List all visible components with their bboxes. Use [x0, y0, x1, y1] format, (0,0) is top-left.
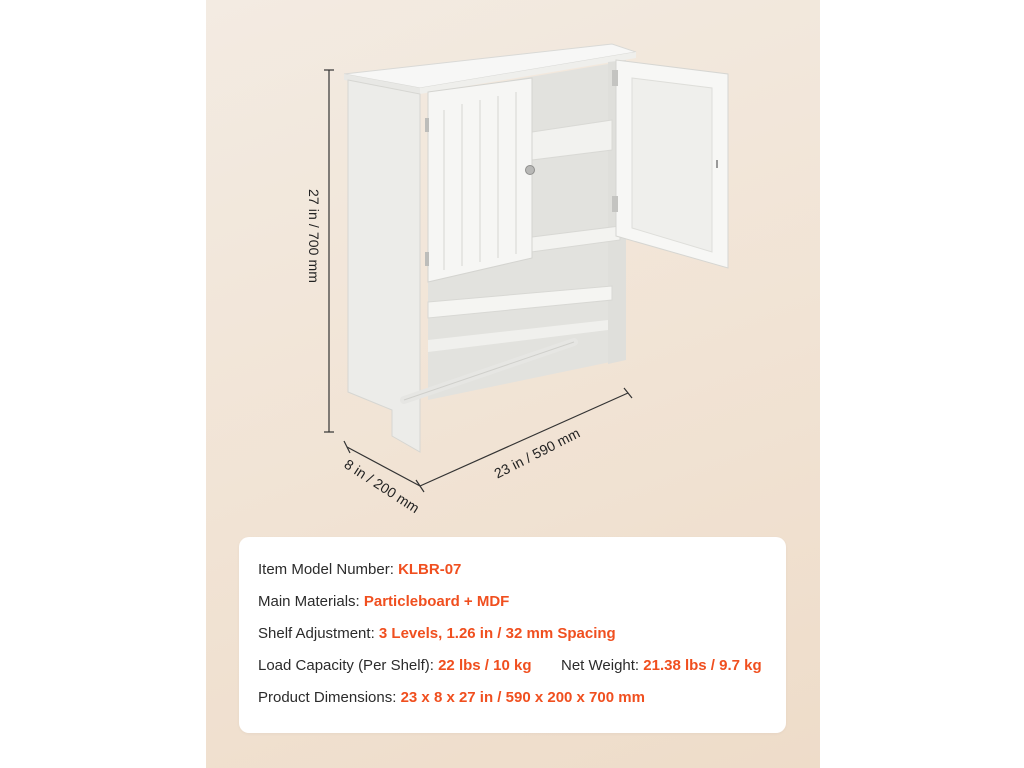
spec-row-net-weight — [561, 657, 762, 674]
spec-label: Shelf Adjustment: — [258, 625, 375, 642]
cabinet — [344, 44, 728, 452]
height-dimension-label: 27 in / 700 mm — [306, 189, 322, 283]
spec-value: 22 lbs / 10 kg — [438, 657, 532, 674]
spec-label: Main Materials: — [258, 593, 360, 610]
spec-row-load-capacity — [258, 657, 531, 674]
spec-value: 3 Levels, 1.26 in / 32 mm Spacing — [378, 625, 616, 642]
spec-card — [239, 537, 786, 733]
spec-value: 21.38 lbs / 9.7 kg — [643, 657, 762, 674]
spec-row-shelf-adjustment — [258, 625, 616, 642]
spec-label: Net Weight: — [561, 657, 640, 674]
width-dimension-label: 23 in / 590 mm — [491, 424, 583, 482]
spec-value: 23 x 8 x 27 in / 590 x 200 x 700 mm — [400, 689, 645, 706]
spec-row-product-dimensions — [258, 689, 645, 706]
spec-value: Particleboard + MDF — [363, 593, 510, 610]
spec-row-materials — [258, 593, 509, 610]
spec-value: KLBR-07 — [398, 561, 462, 578]
spec-label: Item Model Number: — [258, 561, 394, 578]
depth-dimension-label: 8 in / 200 mm — [341, 455, 423, 517]
spec-row-model — [258, 561, 461, 578]
spec-label: Load Capacity (Per Shelf): — [258, 657, 434, 674]
spec-label: Product Dimensions: — [258, 689, 397, 706]
